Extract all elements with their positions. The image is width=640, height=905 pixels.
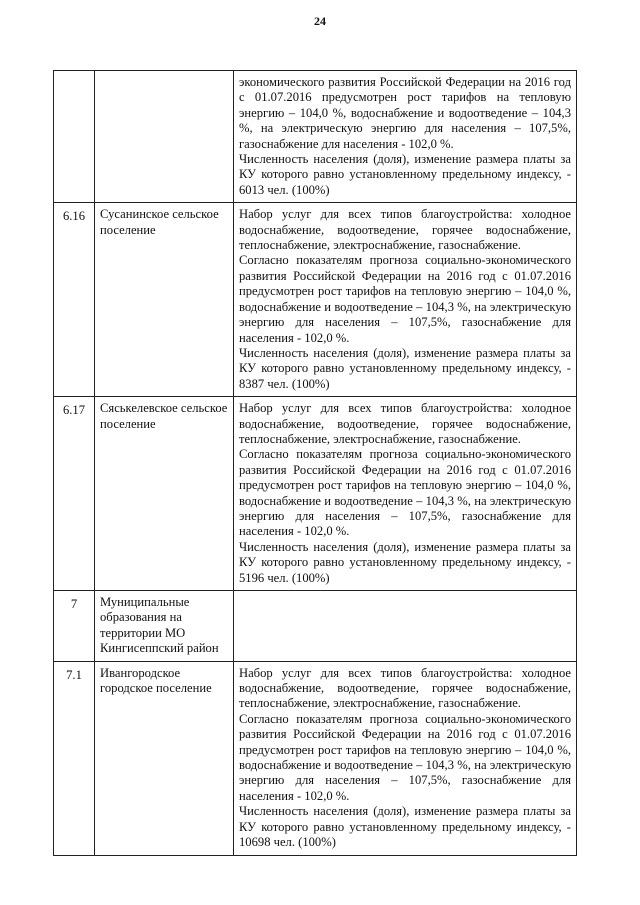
service-description: [234, 661, 577, 855]
municipality-name: Муниципальные образования на территории МО Кингисеппский район: [95, 591, 234, 662]
description-paragraph: Набор услуг для всех типов благоустройства: холодное водоснабжение, водоотведение, горячее водоснабжение, теплоснабжение, электроснабжение, газоснабжение.: [239, 665, 571, 711]
service-description: [234, 397, 577, 591]
row-number: 6.17: [54, 397, 95, 591]
table-row: [54, 397, 577, 591]
municipality-name: Ивангородское городское поселение: [95, 661, 234, 855]
row-number: [54, 71, 95, 203]
description-paragraph: Согласно показателям прогноза социально-экономического развития Российской Федерации на 2016 год с 01.07.2016 предусмотрен рост тарифов на тепловую энергию – 104,0 %, водоснабжение и водоотведение – 104,3 %, на электрическую энергию для населения – 107,5%, газоснабжение для населения - 102,0 %.: [239, 711, 571, 803]
municipality-name: Сяськелевское сельское поселение: [95, 397, 234, 591]
table-row: [54, 591, 577, 662]
description-paragraph: Согласно показателям прогноза социально-экономического развития Российской Федерации на 2016 год с 01.07.2016 предусмотрен рост тарифов на тепловую энергию – 104,0 %, водоснабжение и водоотведение – 104,3 %, на электрическую энергию для населения – 107,5%, газоснабжение для населения - 102,0 %.: [239, 447, 571, 539]
tariff-table: [53, 70, 577, 856]
description-paragraph: Набор услуг для всех типов благоустройства: холодное водоснабжение, водоотведение, горячее водоснабжение, теплоснабжение, электроснабжение, газоснабжение.: [239, 401, 571, 446]
table-row: [54, 661, 577, 855]
row-number: 7: [54, 591, 95, 662]
municipality-name: Сусанинское сельское поселение: [95, 203, 234, 397]
description-paragraph: Численность населения (доля), изменение размера платы за КУ которого равно установленному предельному индексу, - 10698 чел. (100%): [239, 804, 571, 850]
description-paragraph: Согласно показателям прогноза социально-экономического развития Российской Федерации на 2016 год с 01.07.2016 предусмотрен рост тарифов на тепловую энергию – 104,0 %, водоснабжение и водоотведение – 104,3 %, на электрическую энергию для населения – 107,5%, газоснабжение для населения - 102,0 %.: [239, 253, 571, 345]
service-description: [234, 71, 577, 203]
service-description: [234, 591, 577, 662]
row-number: 7.1: [54, 661, 95, 855]
table-row: [54, 203, 577, 397]
municipality-name: [95, 71, 234, 203]
description-paragraph: Численность населения (доля), изменение размера платы за КУ которого равно установленному предельному индексу, - 5196 чел. (100%): [239, 539, 571, 585]
description-paragraph: экономического развития Российской Федерации на 2016 год с 01.07.2016 предусмотрен рост тарифов на тепловую энергию – 104,0 %, водоснабжение и водоотведение – 104,3 %, на электрическую энергию для населения – 107,5%, газоснабжение для населения - 102,0 %.: [239, 75, 571, 151]
service-description: [234, 203, 577, 397]
row-number: 6.16: [54, 203, 95, 397]
description-paragraph: Численность населения (доля), изменение размера платы за КУ которого равно установленному предельному индексу, - 8387 чел. (100%): [239, 345, 571, 391]
description-paragraph: Набор услуг для всех типов благоустройства: холодное водоснабжение, водоотведение, горячее водоснабжение, теплоснабжение, электроснабжение, газоснабжение.: [239, 207, 571, 253]
description-paragraph: Численность населения (доля), изменение размера платы за КУ которого равно установленному предельному индексу, - 6013 чел. (100%): [239, 152, 571, 197]
page-number: 24: [314, 14, 326, 28]
table-row: [54, 71, 577, 203]
